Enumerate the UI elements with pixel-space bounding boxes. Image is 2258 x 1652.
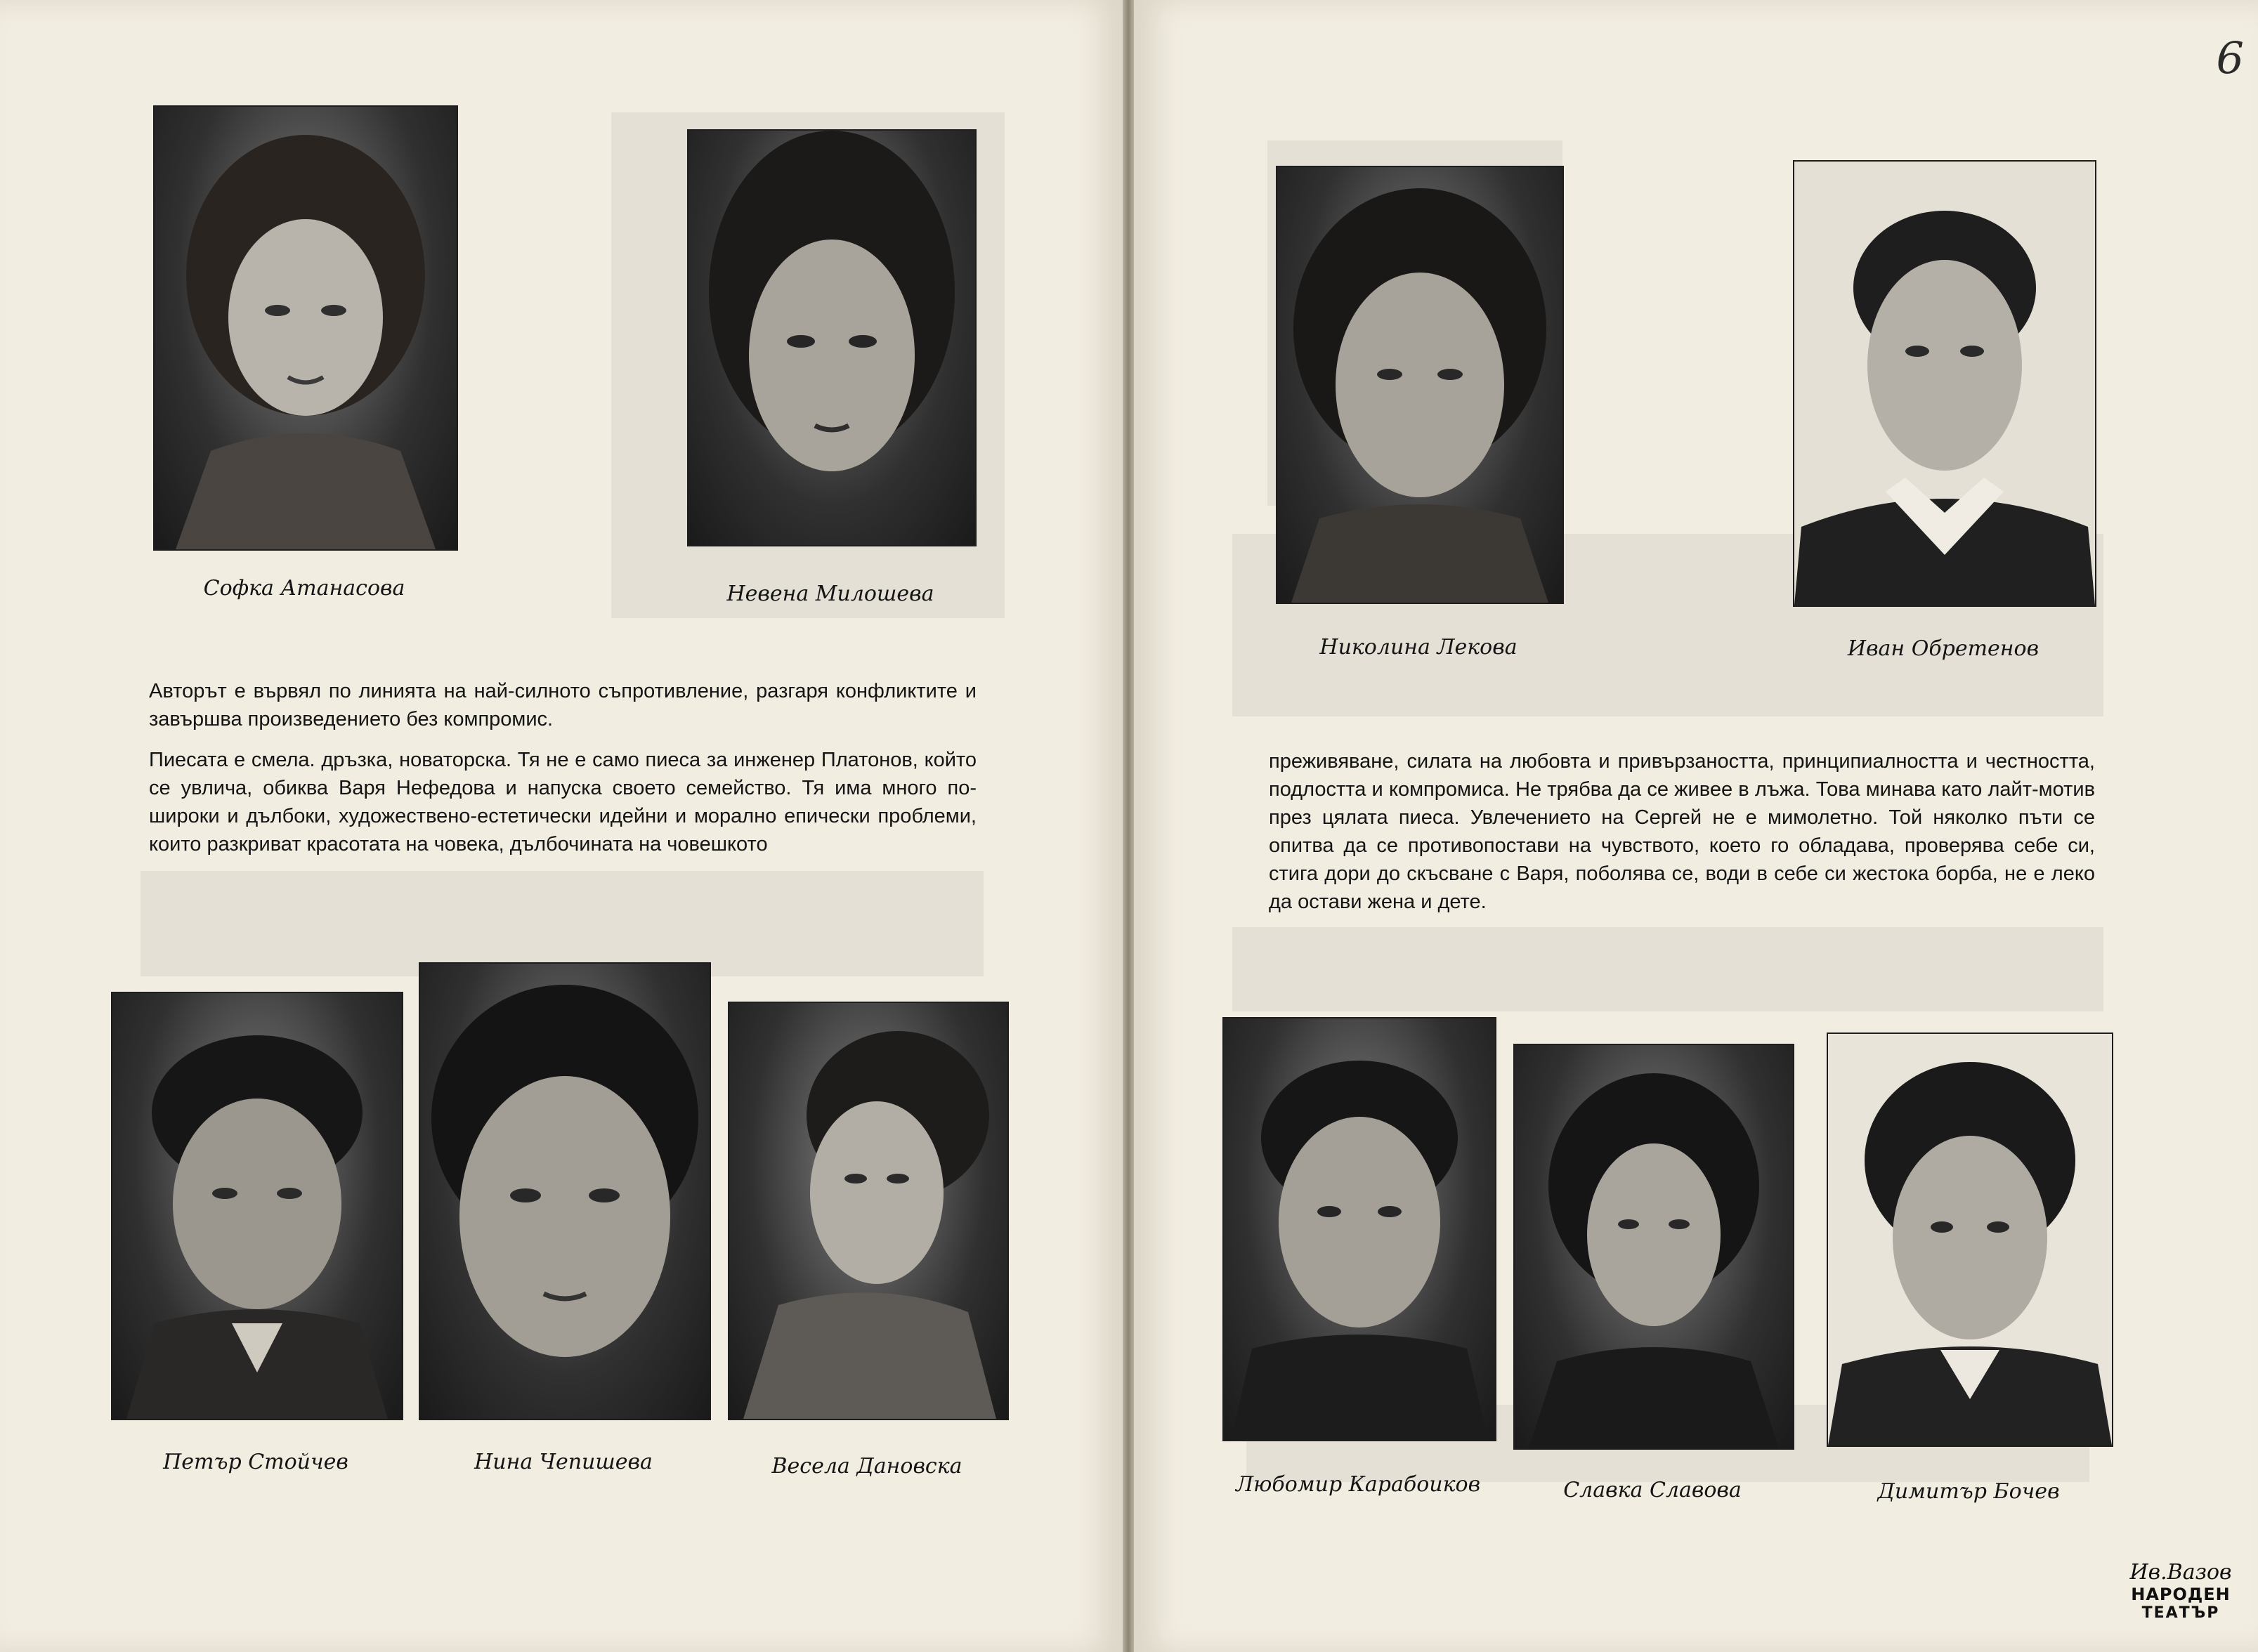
portrait-photo-sofka bbox=[153, 105, 458, 551]
caption-nevena: Невена Милошева bbox=[726, 582, 934, 606]
bleed-through-shadow bbox=[1232, 927, 2103, 1011]
page-number: 6 bbox=[2216, 32, 2244, 84]
portrait-photo-ivan bbox=[1793, 160, 2096, 607]
bleed-through-shadow bbox=[141, 871, 984, 976]
portrait-photo-slavka bbox=[1513, 1044, 1794, 1450]
stamp-signature: Ив.Вазов bbox=[2129, 1560, 2232, 1585]
book-gutter bbox=[1123, 0, 1134, 1652]
body-paragraph-1: Авторът е вървял по линията на най-силното съпротивление, разгаря конфликтите и завършва произведението без компромис. bbox=[149, 680, 977, 730]
caption-ivan: Иван Обретенов bbox=[1847, 636, 2040, 661]
portrait-photo-nevena bbox=[687, 129, 977, 546]
caption-vesela: Весела Дановска bbox=[771, 1454, 962, 1479]
portrait-photo-dimitar bbox=[1827, 1032, 2113, 1447]
body-paragraph-2: Пиесата е смела. дръзка, новаторска. Тя не е само пиеса за инженер Платонов, който се увлича, обиква Варя Нефедова и напуска своето семейство. Тя има много по-широки и дълбоки, художествено-естетически идейни и морално епически проблеми, които разкриват красотата на човека, дълбочината на човешкото bbox=[149, 749, 977, 855]
caption-nina: Нина Чепишева bbox=[474, 1450, 653, 1474]
right-page bbox=[1134, 0, 2258, 1652]
portrait-photo-nina bbox=[419, 962, 711, 1420]
portrait-photo-petar bbox=[111, 992, 403, 1420]
caption-nikolina: Николина Лекова bbox=[1319, 635, 1518, 660]
stamp-line-2: ТЕАТЪР bbox=[2141, 1604, 2220, 1622]
caption-sofka: Софка Атанасова bbox=[203, 576, 405, 601]
caption-dimitar: Димитър Бочев bbox=[1877, 1479, 2060, 1504]
portrait-photo-nikolina bbox=[1276, 166, 1564, 604]
body-paragraph-right: преживяване, силата на любовта и привързаността, принципиалността и честността, подлостта и компромиса. Не трябва да се живее в лъжа. Това минава като лайт-мотив през цялата пиеса. Увлечението на Сергей не е мимолетно. Той няколко пъти се опитва да се противопостави на чувството, което го обладава, проверява себе си, стига дори до скъсване с Варя, поболява се, води в себе си жестока борба, не е леко да остави жена и дете. bbox=[1269, 750, 2095, 913]
caption-slavka: Славка Славова bbox=[1563, 1478, 1742, 1502]
theatre-stamp-logo bbox=[2125, 1561, 2237, 1634]
caption-petar: Петър Стойчев bbox=[163, 1450, 348, 1474]
caption-lyubomir: Любомир Карабоиков bbox=[1235, 1472, 1481, 1497]
portrait-photo-lyubomir bbox=[1222, 1017, 1496, 1441]
left-page bbox=[0, 0, 1123, 1652]
portrait-photo-vesela bbox=[728, 1002, 1009, 1420]
stamp-line-1: НАРОДЕН bbox=[2131, 1585, 2231, 1604]
